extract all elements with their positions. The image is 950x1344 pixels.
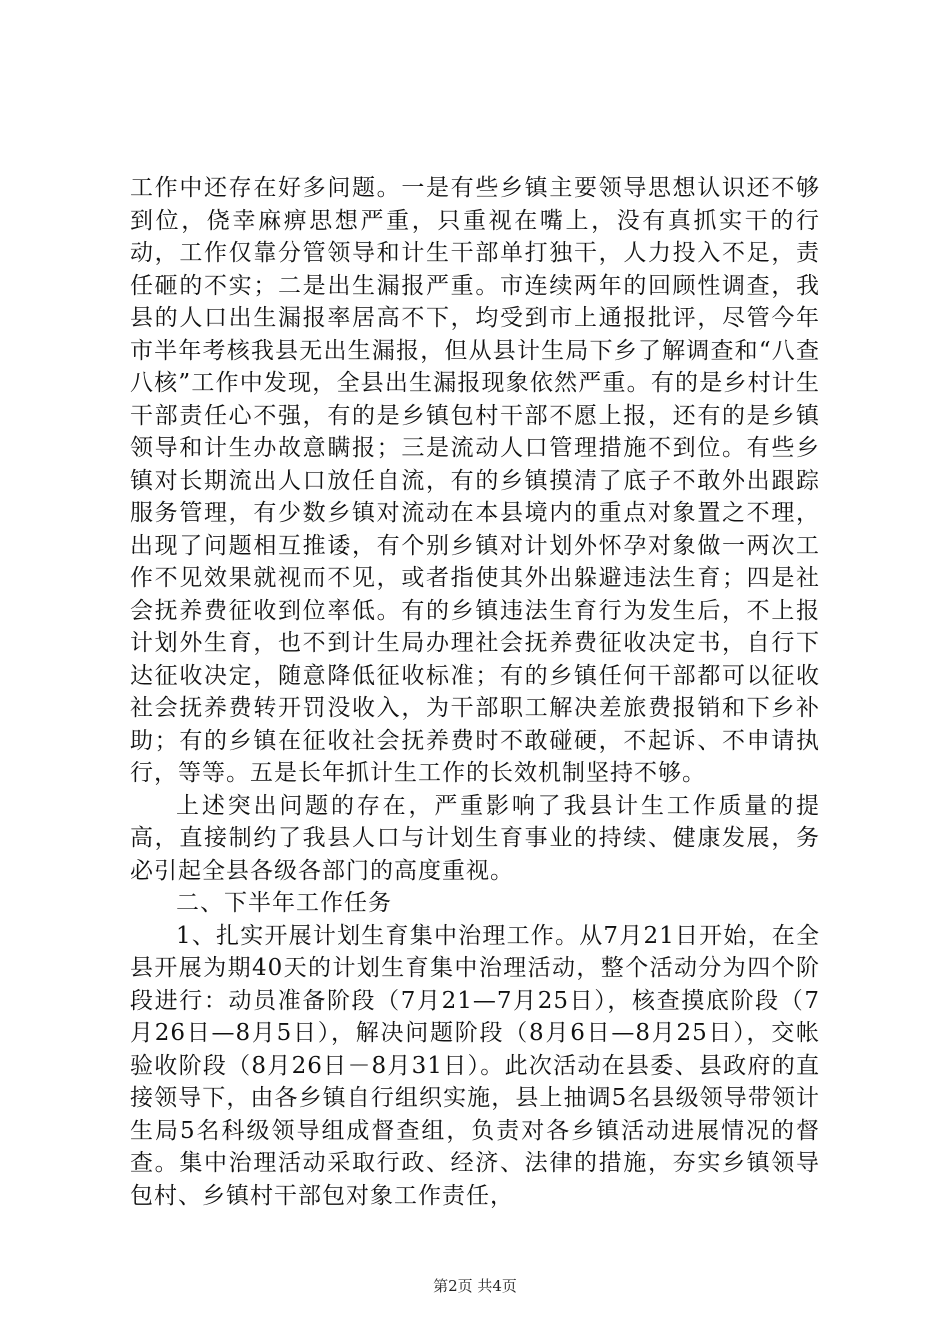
paragraph-problems: 工作中还存在好多问题。一是有些乡镇主要领导思想认识还不够到位，侥幸麻痹思想严重，只重视在嘴上，没有真抓实干的行动，工作仅靠分管领导和计生干部单打独干，人力投入不足，责任砸的不实；二是出生漏报严重。市连续两年的回顾性调查，我县的人口出生漏报率居高不下，均受到市上通报批评，尽管今年市半年考核我县无出生漏报，但从县计生局下乡了解调查和“八查八核”工作中发现，全县出生漏报现象依然严重。有的是乡村计生干部责任心不强，有的是乡镇包村干部不愿上报，还有的是乡镇领导和计生办故意瞒报；三是流动人口管理措施不到位。有些乡镇对长期流出人口放任自流，有的乡镇摸清了底子不敢外出跟踪服务管理，有少数乡镇对流动在本县境内的重点对象置之不理，出现了问题相互推诿，有个别乡镇对计划外怀孕对象做一两次工作不见效果就视而不见，或者指使其外出躲避违法生育；四是社会抚养费征收到位率低。有的乡镇违法生育行为发生后，不上报计划外生育，也不到计生局办理社会抚养费征收决定书，自行下达征收决定，随意降低征收标准；有的乡镇任何干部都可以征收社会抚养费转开罚没收入，为干部职工解决差旅费报销和下乡补助；有的乡镇在征收社会抚养费时不敢碰硬，不起诉、不申请执行，等等。五是长年抓计生工作的长效机制坚持不够。 xyxy=(130,175,820,786)
section-heading-tasks: 二、下半年工作任务 xyxy=(176,890,392,916)
paragraph-task-1: 1、扎实开展计划生育集中治理工作。从7月21日开始，在全县开展为期40天的计划生育集中治理活动，整个活动分为四个阶段进行：动员准备阶段（7月21—7月25日），核查摸底阶段（7月26日—8月5日），解决问题阶段（8月6日—8月25日），交帐验收阶段（8月26日－8月31日）。此次活动在县委、县政府的直接领导下，由各乡镇自行组织实施，县上抽调5名县级领导带领计生局5名科级领导组成督查组，负责对各乡镇活动进展情况的督查。集中治理活动采取行政、经济、法律的措施，夯实乡镇领导包村、乡镇村干部包对象工作责任， xyxy=(130,922,820,1209)
document-body xyxy=(130,172,820,1212)
page-footer: 第2页 共4页 xyxy=(433,1277,517,1295)
paragraph-impact: 上述突出问题的存在，严重影响了我县计生工作质量的提高，直接制约了我县人口与计划生育事业的持续、健康发展，务必引起全县各级各部门的高度重视。 xyxy=(130,792,820,884)
